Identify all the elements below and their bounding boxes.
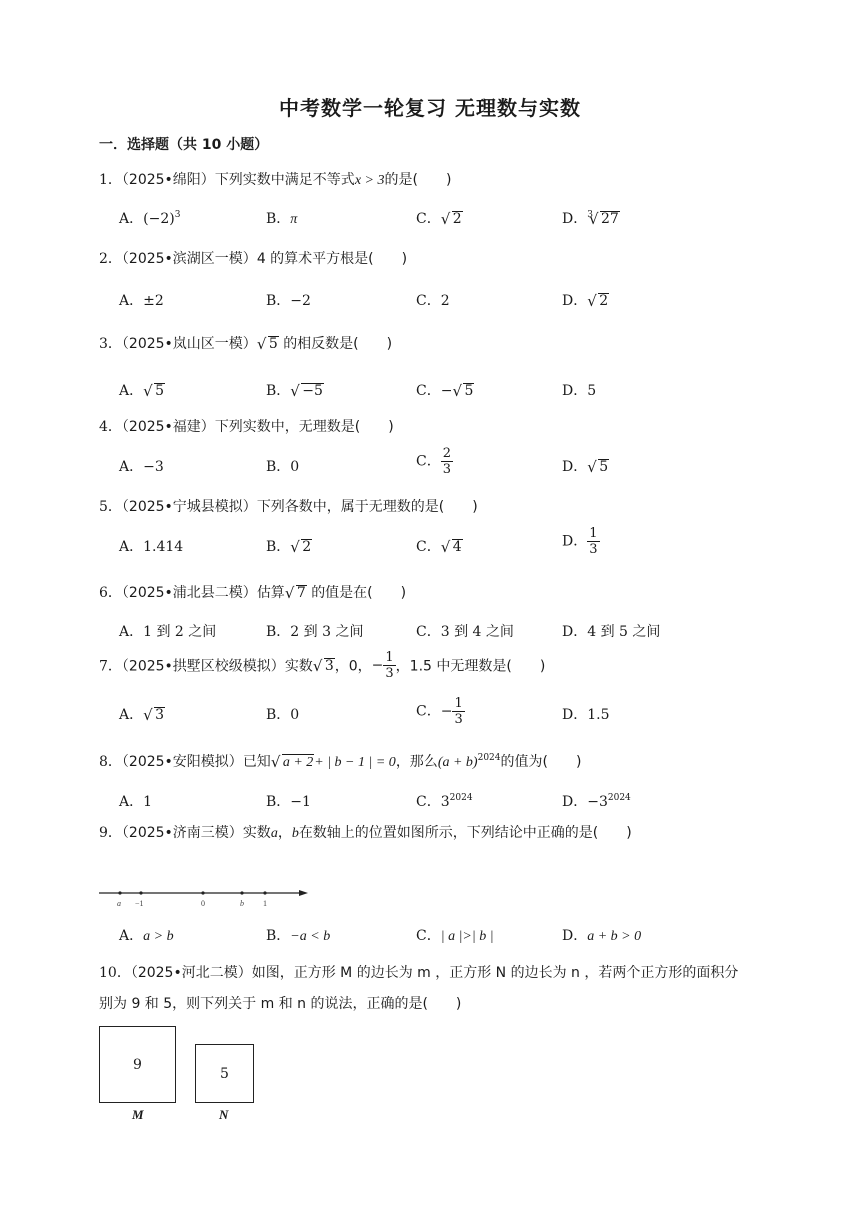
option-c: C．√ 2 [416, 208, 463, 228]
option-c: C．− $\frac{1}{3}$ [416, 696, 463, 727]
option-c: C．$3^{2024}$ [416, 793, 473, 810]
point-neg1 [139, 891, 142, 894]
option-b: B．2 到 3 之间 [266, 624, 364, 640]
question-source: （2025•绵阳） [121, 172, 215, 188]
option-a: A．1.414 [119, 539, 184, 555]
label-b: b [240, 899, 244, 908]
arrow-icon [299, 890, 308, 896]
option-d: D．$-3^{2024}$ [562, 793, 631, 810]
option-d: D．$^3$√ 27 [562, 208, 620, 228]
option-d: D．5 [562, 383, 597, 399]
option-a: A．$(-2)^3$ [119, 210, 181, 227]
option-a: A．a > b [119, 928, 174, 944]
option-b: B．−a < b [266, 928, 331, 944]
question-10: 10．（2025•河北二模）如图，正方形 M 的边长为 m ，正方形 N 的边长为 n ，若两个正方形的面积分 [99, 965, 739, 981]
option-a: A．−3 [119, 459, 164, 475]
question-10-line2: 别为 9 和 5，则下列关于 m 和 n 的说法，正确的是( ) [99, 996, 462, 1012]
option-b: B．−2 [266, 293, 311, 309]
point-1 [263, 891, 266, 894]
question-8: 8．（2025•安阳模拟）已知√ a + 2+ | b − 1 | = 0，那么$(a + b)^{2024}$的值为( ) [99, 751, 581, 771]
option-c: C．| a |>| b | [416, 928, 494, 944]
option-a: A．1 [119, 794, 153, 810]
option-b: B．√ −5 [266, 380, 324, 400]
option-c: C．2 [416, 293, 450, 309]
option-a: A．√ 3 [119, 704, 165, 724]
option-c: C．3 到 4 之间 [416, 624, 514, 640]
option-b: B．√ 2 [266, 536, 312, 556]
point-b [240, 891, 243, 894]
square-n-label: N [219, 1107, 229, 1122]
option-d: D．a + b > 0 [562, 928, 642, 944]
option-b: B．0 [266, 459, 300, 475]
label-0: 0 [201, 899, 205, 908]
square-m: 9 [99, 1026, 176, 1103]
option-c: C． $\frac{2}{3}$ [416, 446, 451, 477]
option-c: C．√ 4 [416, 536, 463, 556]
option-d: D．√ 2 [562, 290, 609, 310]
point-a [118, 891, 121, 894]
label-1: 1 [263, 899, 267, 908]
number-line-figure [96, 884, 316, 910]
section-heading: 一．选择题（共 10 小题） [99, 137, 269, 153]
question-2: 2．（2025•滨湖区一模）4 的算术平方根是( ) [99, 251, 408, 267]
option-b: B．π [266, 211, 298, 227]
option-d: D． $\frac{1}{3}$ [562, 526, 598, 557]
question-4: 4．（2025•福建）下列实数中，无理数是( ) [99, 419, 394, 435]
question-5: 5．（2025•宁城县模拟）下列各数中，属于无理数的是( ) [99, 499, 478, 515]
question-6: 6．（2025•浦北县二模）估算√ 7 的值是在( ) [99, 582, 406, 602]
question-number: 1． [99, 172, 122, 188]
option-a: A．±2 [119, 293, 164, 309]
question-7: 7．（2025•拱墅区校级模拟）实数√ 3，0，− $\frac{1}{3}$ ，1.5 中无理数是( ) [99, 650, 545, 681]
question-1: 1．（2025•绵阳）下列实数中满足不等式x > 3的是( ) [99, 172, 452, 188]
option-a: A．1 到 2 之间 [119, 624, 217, 640]
option-b: B．0 [266, 707, 300, 723]
label-a: a [117, 899, 121, 908]
option-d: D．4 到 5 之间 [562, 624, 661, 640]
square-m-label: M [132, 1107, 144, 1122]
option-d: D．√ 5 [562, 456, 609, 476]
question-3: 3．（2025•岚山区一模）√ 5 的相反数是( ) [99, 333, 392, 353]
question-9: 9．（2025•济南三模）实数a，b在数轴上的位置如图所示，下列结论中正确的是( ) [99, 825, 632, 841]
option-a: A．√ 5 [119, 380, 165, 400]
point-0 [201, 891, 204, 894]
option-c: C．−√ 5 [416, 380, 474, 400]
page-title: 中考数学一轮复习 无理数与实数 [279, 96, 581, 120]
option-b: B．−1 [266, 794, 311, 810]
label-neg1: −1 [135, 899, 144, 908]
option-d: D．1.5 [562, 707, 610, 723]
square-n: 5 [195, 1044, 254, 1103]
